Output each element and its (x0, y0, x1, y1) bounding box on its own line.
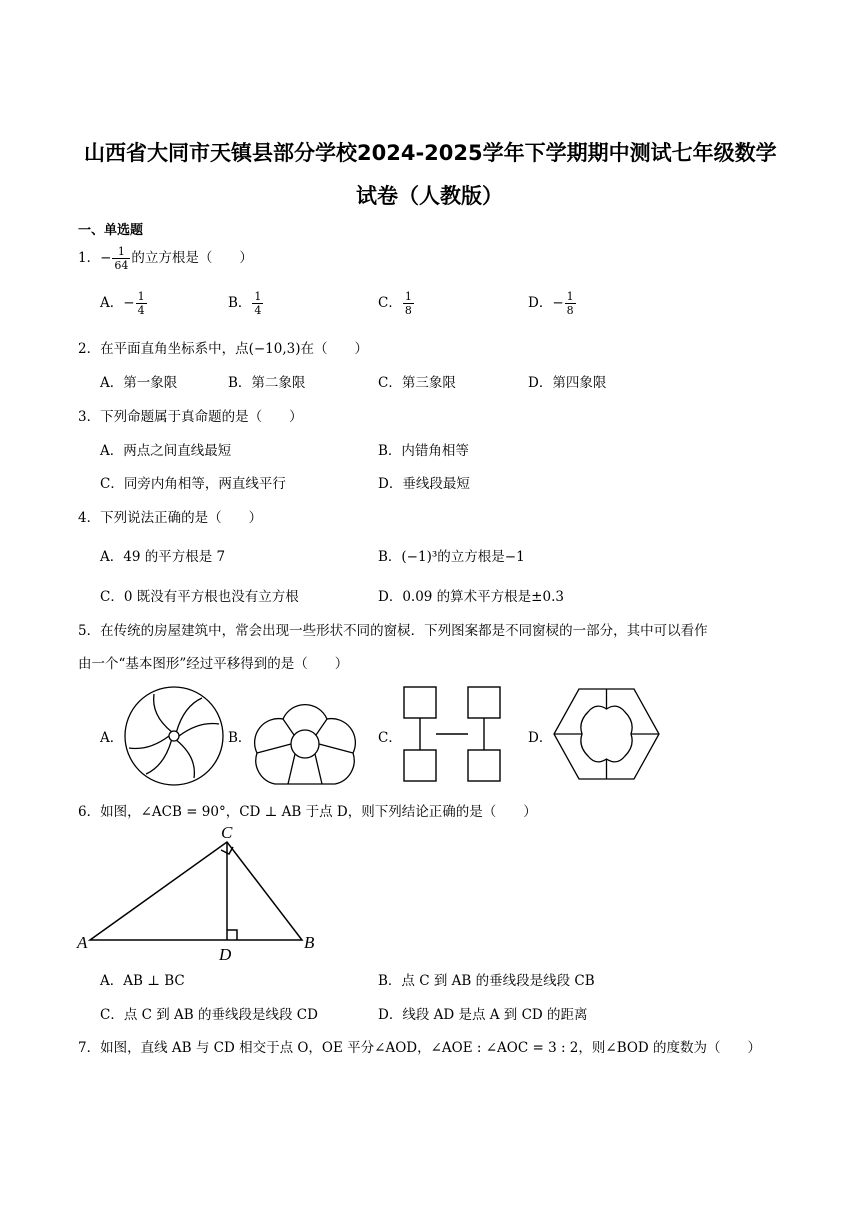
vertex-label-c: C (221, 823, 233, 842)
question-1-stem (78, 245, 253, 272)
option-b[interactable]: B．点 C 到 AB 的垂线段是线段 CB (378, 973, 595, 989)
pinwheel-circle-figure (124, 686, 224, 786)
question-7-stem: 7．如图，直线 AB 与 CD 相交于点 O，OE 平分∠AOD，∠AOE : ∠AOC = 3 : 2，则∠BOD 的度数为（ ） (78, 1040, 762, 1056)
question-4-stem: 4．下列说法正确的是（ ） (78, 510, 263, 526)
option-d[interactable]: D．线段 AD 是点 A 到 CD 的距离 (378, 1007, 588, 1023)
option-d[interactable]: D．垂线段最短 (378, 476, 470, 492)
question-number: 1． (78, 250, 101, 266)
question-2-stem: 2．在平面直角坐标系中，点(−10,3)在（ ） (78, 341, 368, 357)
option-a[interactable]: A．49 的平方根是 7 (100, 549, 226, 565)
section-heading: 一、单选题 (78, 223, 144, 238)
option-a[interactable]: A．AB ⊥ BC (100, 973, 185, 989)
option-b[interactable]: B． $\frac{1}{4}$ (228, 290, 262, 317)
option-c[interactable]: C．点 C 到 AB 的垂线段是线段 CD (100, 1007, 318, 1023)
squares-figure (403, 686, 501, 782)
question-6-stem: 6．如图，∠ACB = 90°，CD ⊥ AB 于点 D，则下列结论正确的是（ ） (78, 804, 537, 820)
option-b[interactable]: B．第二象限 (228, 375, 306, 391)
option-a[interactable]: A． (100, 730, 124, 746)
option-c[interactable]: C．0 既没有平方根也没有立方根 (100, 589, 299, 605)
option-b[interactable]: B． (228, 730, 252, 746)
option-c[interactable]: C．同旁内角相等，两直线平行 (100, 476, 286, 492)
triangle-figure (76, 822, 321, 967)
option-c[interactable]: C． $\frac{1}{8}$ (378, 290, 412, 317)
page-title-line2: 试卷（人教版） (356, 184, 503, 208)
option-b[interactable]: B．内错角相等 (378, 443, 469, 459)
option-d[interactable]: D． (528, 730, 553, 746)
question-3-stem: 3．下列命题属于真命题的是（ ） (78, 409, 303, 425)
hexagon-figure (553, 688, 660, 780)
page-title-line1: 山西省大同市天镇县部分学校2024-2025学年下学期期中测试七年级数学 (84, 141, 777, 165)
vertex-label-b: B (304, 933, 315, 952)
option-a[interactable]: A．第一象限 (100, 375, 178, 391)
vertex-label-d: D (219, 945, 232, 964)
question-5-line2: 由一个“基本图形”经过平移得到的是（ ） (78, 656, 349, 672)
negative-sign: − (100, 250, 112, 266)
option-c[interactable]: C．第三象限 (378, 375, 456, 391)
option-b[interactable]: B．(−1)³的立方根是−1 (378, 549, 525, 565)
option-a[interactable]: A．− $\frac{1}{4}$ (100, 290, 145, 317)
option-d[interactable]: D．− $\frac{1}{8}$ (528, 290, 574, 317)
question-text: 的立方根是（ ） (131, 250, 253, 266)
option-d[interactable]: D．0.09 的算术平方根是±0.3 (378, 589, 564, 605)
option-d[interactable]: D．第四象限 (528, 375, 607, 391)
fraction: $\frac{1}{64}$ (114, 245, 129, 272)
option-c[interactable]: C． (378, 730, 402, 746)
flower-figure (250, 696, 360, 790)
question-5-line1: 5．在传统的房屋建筑中，常会出现一些形状不同的窗棂．下列图案都是不同窗棂的一部分，其中可以看作 (78, 623, 708, 639)
vertex-label-a: A (77, 933, 88, 952)
option-a[interactable]: A．两点之间直线最短 (100, 443, 232, 459)
